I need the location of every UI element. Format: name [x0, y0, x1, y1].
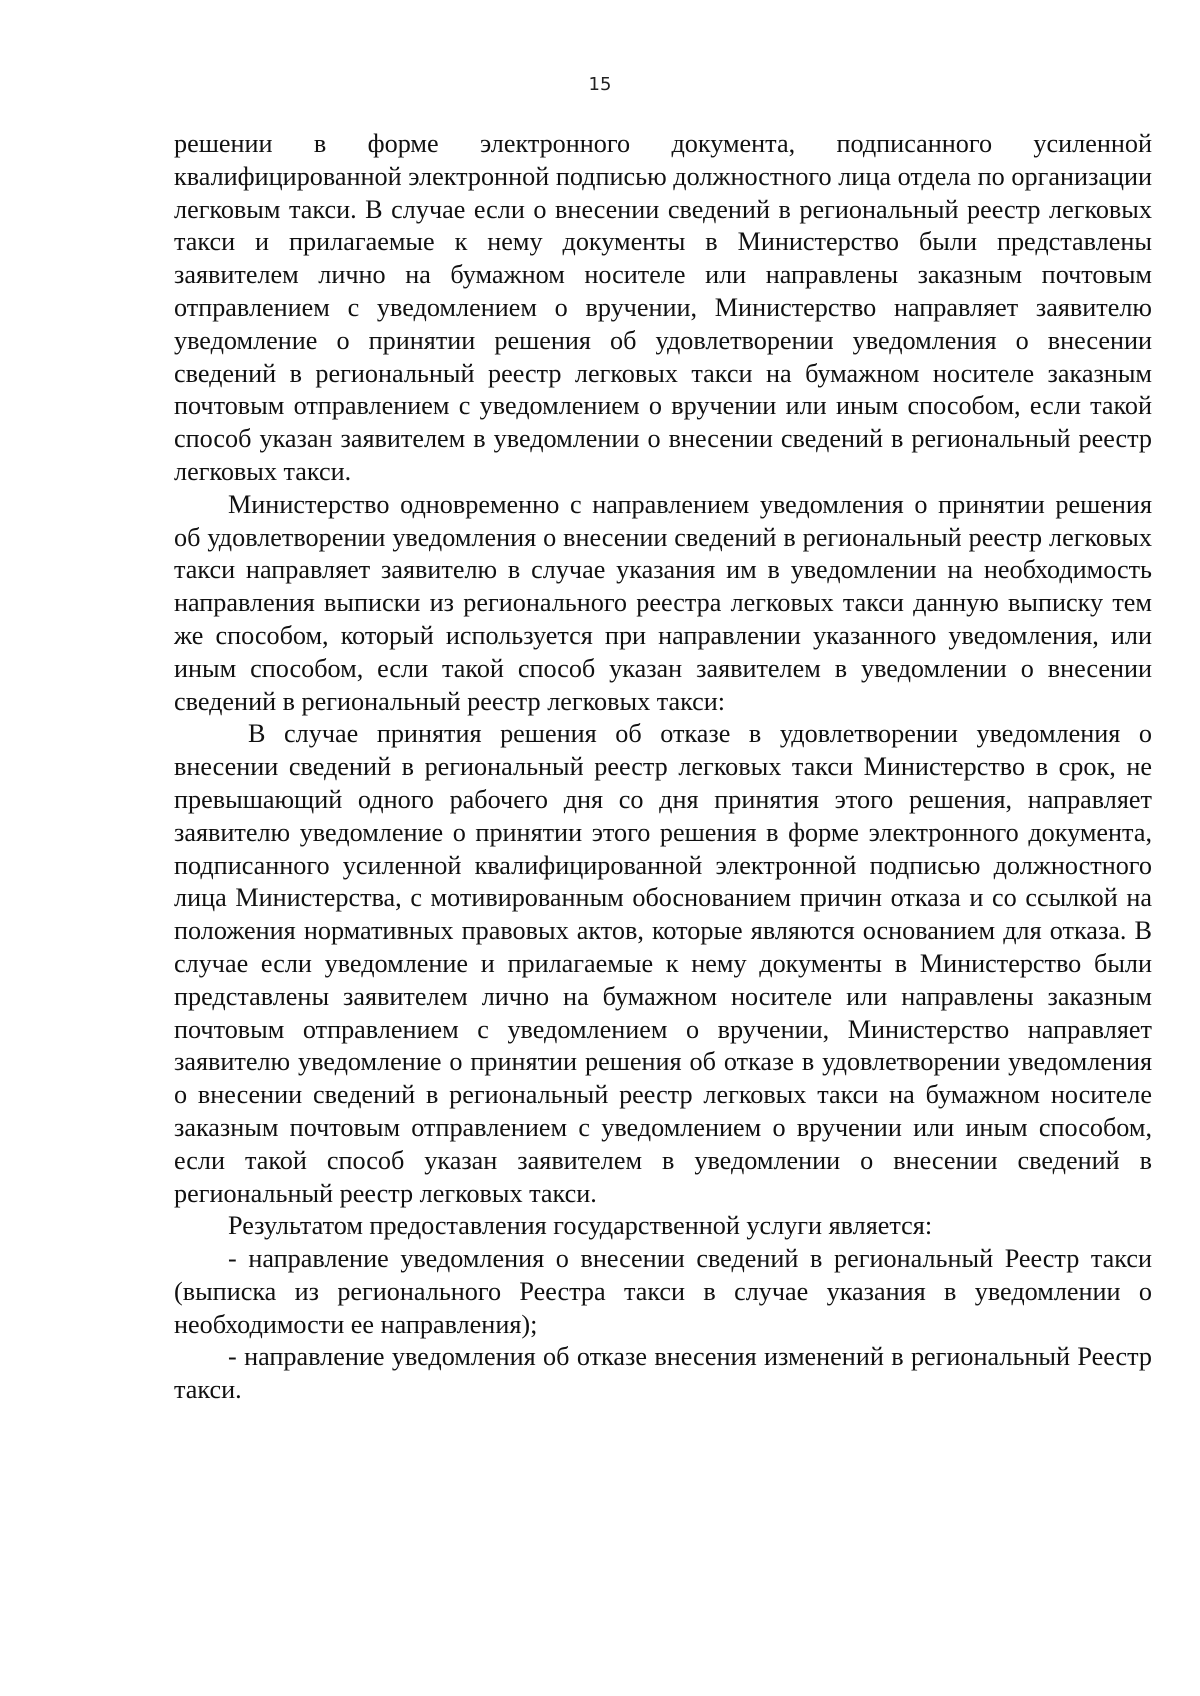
list-item-result-notification: - направление уведомления о внесении сведений в региональный Реестр такси (выписка из регионального Реестра такси в случае указания в уведомлении о необходимости ее направления); — [174, 1244, 1152, 1339]
paragraph-refusal-case: В случае принятия решения об отказе в удовлетворении уведомления о внесении сведений в региональный реестр легковых такси Министерство в срок, не превышающий одного рабочего дня со дня принятия этого решения, направляет заявителю уведомление о принятии этого решения в форме электронного документа, подписанного усиленной квалифицированной электронной подписью должностного лица Министерства, с мотивированным обоснованием причин отказа и со ссылкой на положения нормативных правовых актов, которые являются основанием для отказа. В случае если уведомление и прилагаемые к нему документы в Министерство были представлены заявителем лично на бумажном носителе или направлены заказным почтовым отправлением с уведомлением о вручении, Министерство направляет заявителю уведомление о принятии решения об отказе в удовлетворении уведомления о внесении сведений в региональный реестр легковых такси на бумажном носителе заказным почтовым отправлением с уведомлением о вручении или иным способом, если такой способ указан заявителем в уведомлении о внесении сведений в региональный реестр легковых такси. — [174, 719, 1152, 1208]
paragraph-result-intro: Результатом предоставления государственной услуги является: — [228, 1211, 933, 1241]
paragraph-ministry-simultaneous: Министерство одновременно с направлением уведомления о принятии решения об удовлетворении уведомления о внесении сведений в региональный реестр легковых такси направляет заявителю в случае указания им в уведомлении на необходимость направления выписки из регионального реестра легковых такси данную выписку тем же способом, который используется при направлении указанного уведомления, или иным способом, если такой способ указан заявителем в уведомлении о внесении сведений в региональный реестр легковых такси: — [174, 489, 1152, 716]
paragraph-continuation: решении в форме электронного документа, подписанного усиленной квалифицированной электронной подписью должностного лица отдела по организации легковым такси. В случае если о внесении сведений в региональный реестр легковых такси и прилагаемые к нему документы в Министерство были представлены заявителем лично на бумажном носителе или направлены заказным почтовым отправлением с уведомлением о вручении, Министерство направляет заявителю уведомление о принятии решения об удовлетворении уведомления о внесении сведений в региональный реестр легковых такси на бумажном носителе заказным почтовым отправлением с уведомлением о вручении или иным способом, если такой способ указан заявителем в уведомлении о внесении сведений в региональный реестр легковых такси. — [174, 129, 1152, 486]
page-number: 15 — [588, 74, 612, 95]
document-body — [174, 128, 1152, 1407]
list-item-result-refusal: - направление уведомления об отказе внесения изменений в региональный Реестр такси. — [174, 1342, 1152, 1405]
